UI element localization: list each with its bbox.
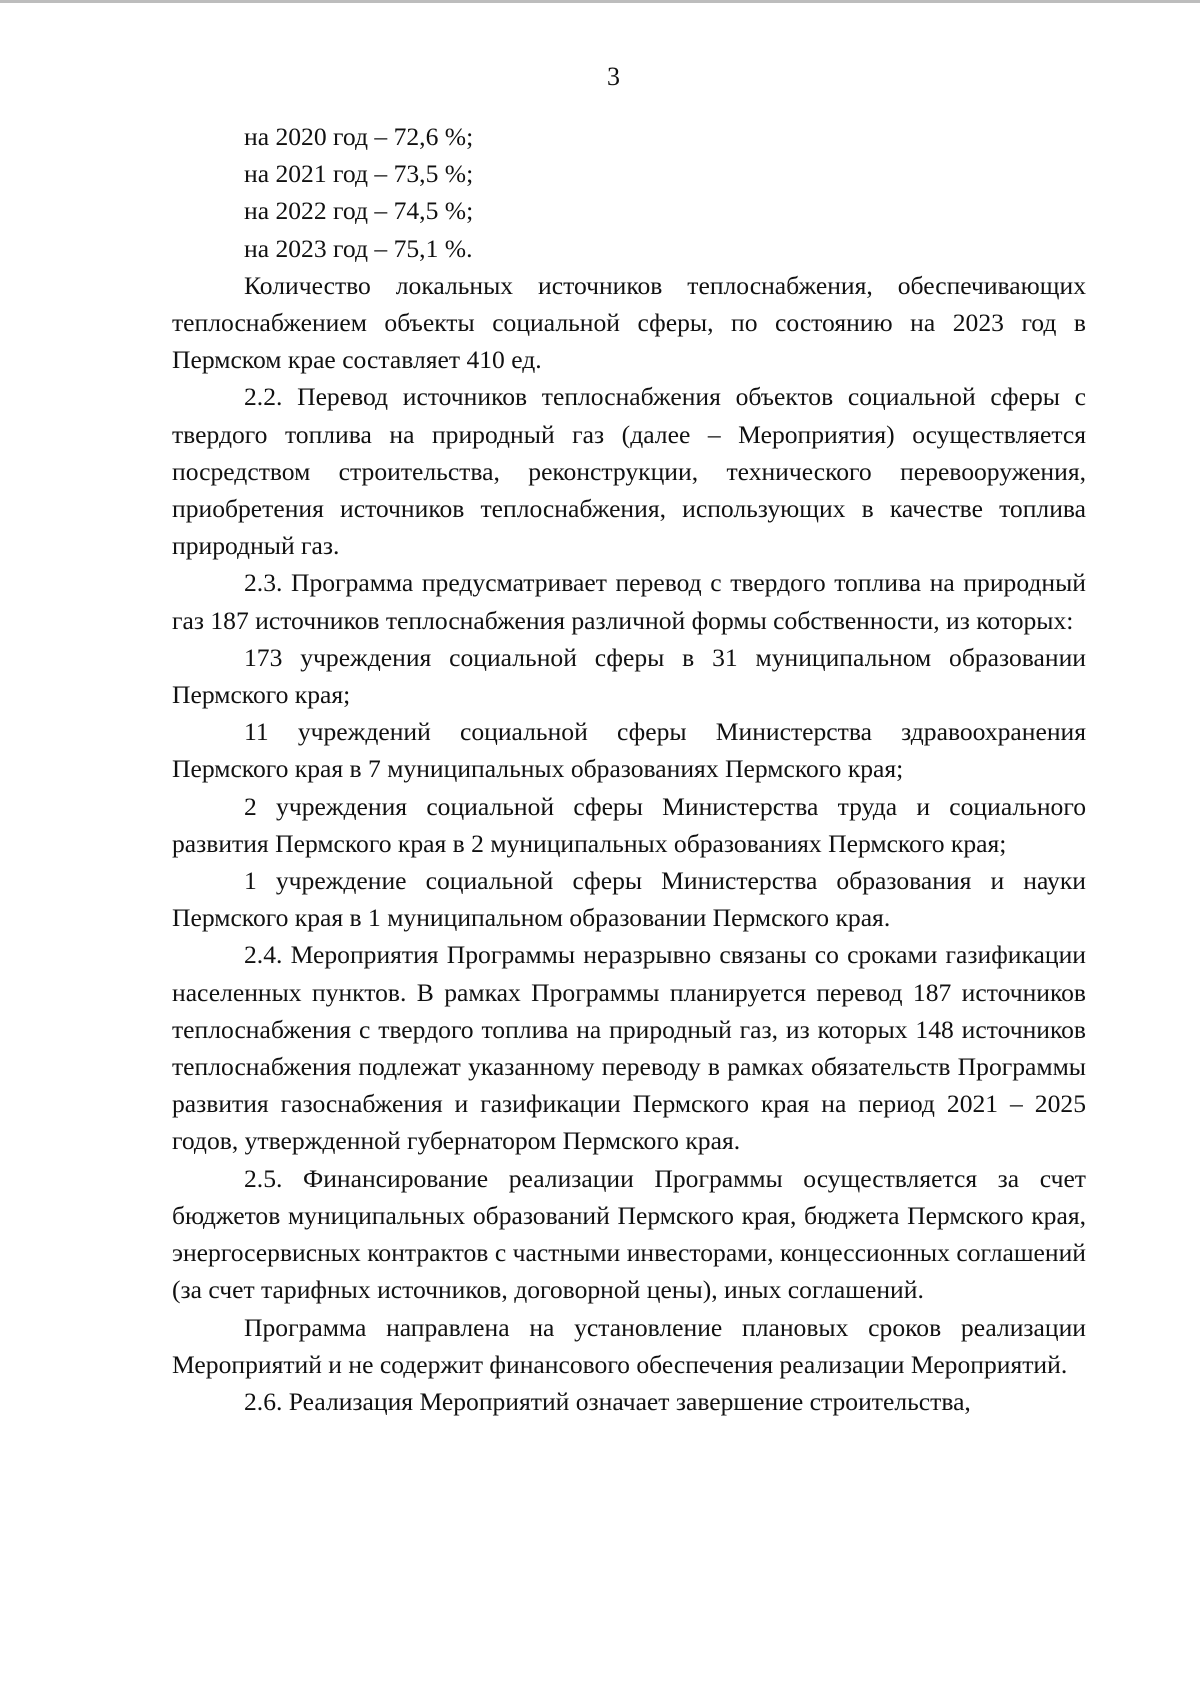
target-value-2021: на 2021 год – 73,5 %; xyxy=(244,159,474,189)
document-body xyxy=(172,118,1086,1420)
paragraph-2-4: 2.4. Мероприятия Программы неразрывно связаны со сроками газификации населенных пунктов. В рамках Программы планируется перевод 187 источников теплоснабжения с твердого топлива на природный газ, из которых 148 источников теплоснабжения подлежат указанному переводу в рамках обязательств Программы развития газоснабжения и газификации Пермского края на период 2021 – 2025 годов, утвержденной губернатором Пермского края. xyxy=(172,940,1086,1156)
paragraph-2-6: 2.6. Реализация Мероприятий означает завершение строительства, xyxy=(244,1386,971,1416)
list-item-11-institutions: 11 учреждений социальной сферы Министерства здравоохранения Пермского края в 7 муниципальных образованиях Пермского края; xyxy=(172,717,1086,784)
list-item-1-institution: 1 учреждение социальной сферы Министерства образования и науки Пермского края в 1 муниципальном образовании Пермского края. xyxy=(172,866,1086,933)
target-value-2020: на 2020 год – 72,6 %; xyxy=(244,122,474,151)
page-number: 3 xyxy=(607,62,620,91)
list-item-173-institutions: 173 учреждения социальной сферы в 31 муниципальном образовании Пермского края; xyxy=(172,642,1086,710)
list-item-2-institutions: 2 учреждения социальной сферы Министерства труда и социального развития Пермского края в 2 муниципальных образованиях Пермского края; xyxy=(172,791,1086,858)
paragraph-program-scope: Программа направлена на установление плановых сроков реализации Мероприятий и не содержит финансового обеспечения реализации Мероприятий. xyxy=(172,1312,1086,1379)
paragraph-2-2: 2.2. Перевод источников теплоснабжения объектов социальной сферы с твердого топлива на природный газ (далее – Мероприятия) осуществляется посредством строительства, реконструкции, технического перевооружения, приобретения источников теплоснабжения, использующих в качестве топлива природный газ. xyxy=(172,382,1086,561)
target-value-2023: на 2023 год – 75,1 %. xyxy=(244,233,473,263)
paragraph-local-sources-count: Количество локальных источников теплоснабжения, обеспечивающих теплоснабжением объекты социальной сферы, по состоянию на 2023 год в Пермском крае составляет 410 ед. xyxy=(172,270,1086,375)
paragraph-2-5: 2.5. Финансирование реализации Программы осуществляется за счет бюджетов муниципальных образований Пермского края, бюджета Пермского края, энергосервисных контрактов с частными инвесторами, концессионных соглашений (за счет тарифных источников, договорной цены), иных соглашений. xyxy=(172,1163,1086,1305)
paragraph-2-3: 2.3. Программа предусматривает перевод с твердого топлива на природный газ 187 источников теплоснабжения различной формы собственности, из которых: xyxy=(172,568,1086,635)
scan-top-edge xyxy=(0,0,1200,3)
target-value-2022: на 2022 год – 74,5 %; xyxy=(244,196,474,226)
